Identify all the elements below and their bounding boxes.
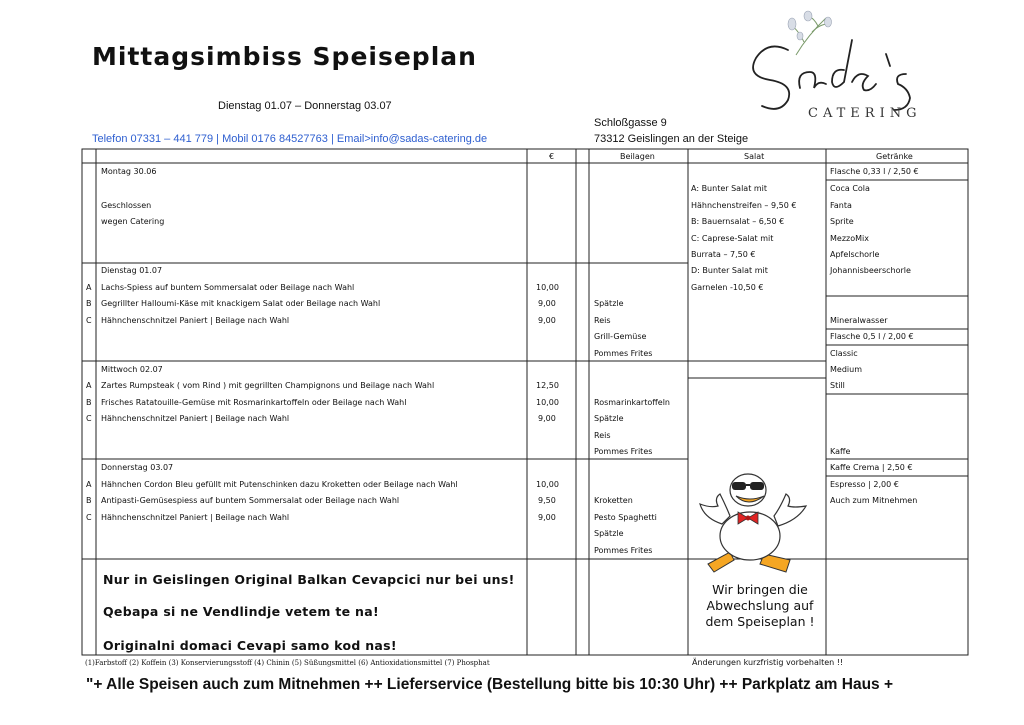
item-letter: B: [86, 398, 92, 407]
menu-item-price: 9,00: [538, 299, 556, 308]
menu-item-price: 12,50: [536, 381, 559, 390]
menu-item-price: 10,00: [536, 480, 559, 489]
item-letter: B: [86, 496, 92, 505]
item-letter: C: [86, 316, 92, 325]
coffee-item: Auch zum Mitnehmen: [830, 496, 918, 505]
menu-item-name: Hähnchen Cordon Bleu gefüllt mit Putenschinken dazu Kroketten oder Beilage nach Wahl: [101, 480, 458, 489]
item-letter: A: [86, 480, 92, 489]
coffee-title: Kaffe: [830, 447, 851, 456]
salad-line: Garnelen -10,50 €: [691, 283, 764, 292]
monday-reason: wegen Catering: [101, 217, 165, 226]
side-item: Spätzle: [594, 414, 624, 423]
menu-item-name: Hähnchenschnitzel Paniert | Beilage nach Wahl: [101, 316, 290, 325]
footer-banner: "+ Alle Speisen auch zum Mitnehmen ++ Lieferservice (Bestellung bitte bis 10:30 Uhr) ++ Parkplatz am Haus +: [86, 676, 894, 693]
salad-line: Hähnchenstreifen – 9,50 €: [691, 201, 797, 210]
header-sides: Beilagen: [620, 152, 655, 161]
header-drinks: Getränke: [876, 152, 913, 161]
salad-line: B: Bauernsalat – 6,50 €: [691, 217, 785, 226]
menu-item-price: 9,00: [538, 513, 556, 522]
side-item: Pesto Spaghetti: [594, 513, 657, 522]
menu-title: Mittagsimbiss Speiseplan: [92, 42, 477, 71]
menu-item-name: Frisches Ratatouille-Gemüse mit Rosmarinkartoffeln oder Beilage nach Wahl: [101, 398, 407, 407]
side-item: Pommes Frites: [594, 546, 653, 555]
side-item: Pommes Frites: [594, 447, 653, 456]
drink-item: Fanta: [830, 201, 852, 210]
promo-line-1: Nur in Geislingen Original Balkan Cevapcici nur bei uns!: [103, 572, 515, 587]
item-letter: B: [86, 299, 92, 308]
changes-note: Änderungen kurzfristig vorbehalten !!: [692, 658, 844, 667]
salad-line: C: Caprese-Salat mit: [691, 234, 774, 243]
water-title: Mineralwasser: [830, 316, 888, 325]
drinks-bottle-033: Flasche 0,33 l / 2,50 €: [830, 167, 919, 176]
drink-item: MezzoMix: [830, 234, 869, 243]
salad-line: Burrata – 7,50 €: [691, 250, 756, 259]
drink-item: Sprite: [830, 217, 854, 226]
water-type: Medium: [830, 365, 862, 374]
promo-line-2: Qebapa si ne Vendlindje vetem te na!: [103, 604, 379, 619]
item-letter: A: [86, 283, 92, 292]
allergen-legend: (1)Farbstoff (2) Koffein (3) Konservierungsstoff (4) Chinin (5) Süßungsmittel (6) Antioxidationsmittel (7) Phosphat: [85, 659, 490, 667]
menu-item-name: Lachs-Spiess auf buntem Sommersalat oder Beilage nach Wahl: [101, 283, 355, 292]
side-item: Reis: [594, 316, 611, 325]
side-item: Pommes Frites: [594, 349, 653, 358]
drinks-bottle-05: Flasche 0,5 l / 2,00 €: [830, 332, 914, 341]
menu-item-price: 9,00: [538, 414, 556, 423]
duck-mascot-icon: [694, 468, 814, 580]
drink-item: Apfelschorle: [830, 250, 880, 259]
side-item: Spätzle: [594, 299, 624, 308]
monday-closed: Geschlossen: [101, 201, 152, 210]
menu-dates: Dienstag 01.07 – Donnerstag 03.07: [218, 100, 392, 112]
day-wednesday: Mittwoch 02.07: [101, 365, 163, 374]
menu-item-name: Antipasti-Gemüsespiess auf buntem Sommersalat oder Beilage nach Wahl: [101, 496, 400, 505]
menu-item-price: 9,00: [538, 316, 556, 325]
side-item: Rosmarinkartoffeln: [594, 398, 670, 407]
side-item: Reis: [594, 431, 611, 440]
day-thursday: Donnerstag 03.07: [101, 463, 174, 472]
side-item: Grill-Gemüse: [594, 332, 647, 341]
contact-line[interactable]: Telefon 07331 – 441 779 | Mobil 0176 84527763 | Email>info@sadas-catering.de: [92, 133, 488, 145]
menu-item-name: Hähnchenschnitzel Paniert | Beilage nach Wahl: [101, 414, 290, 423]
water-type: Still: [830, 381, 845, 390]
address-street: Schloßgasse 9: [594, 117, 667, 129]
header-price: €: [549, 152, 555, 161]
menu-item-price: 10,00: [536, 283, 559, 292]
logo-catering-text: CATERING: [808, 106, 922, 121]
header-salad: Salat: [744, 152, 765, 161]
coffee-item: Kaffe Crema | 2,50 €: [830, 463, 913, 472]
item-letter: A: [86, 381, 92, 390]
drink-item: Coca Cola: [830, 184, 870, 193]
item-letter: C: [86, 414, 92, 423]
promo-line-3: Originalni domaci Cevapi samo kod nas!: [103, 638, 397, 653]
menu-item-price: 9,50: [538, 496, 556, 505]
day-tuesday: Dienstag 01.07: [101, 266, 163, 275]
item-letter: C: [86, 513, 92, 522]
salad-line: A: Bunter Salat mit: [691, 184, 768, 193]
side-item: Spätzle: [594, 529, 624, 538]
menu-item-name: Gegrillter Halloumi-Käse mit knackigem Salat oder Beilage nach Wahl: [101, 299, 381, 308]
duck-caption: Wir bringen die Abwechslung auf dem Speiseplan !: [705, 582, 815, 629]
address-city: 73312 Geislingen an der Steige: [594, 133, 749, 145]
drink-item: Johannisbeerschorle: [830, 266, 911, 275]
menu-item-price: 10,00: [536, 398, 559, 407]
day-monday: Montag 30.06: [101, 167, 157, 176]
menu-item-name: Hähnchenschnitzel Paniert | Beilage nach Wahl: [101, 513, 290, 522]
water-type: Classic: [830, 349, 858, 358]
side-item: Kroketten: [594, 496, 633, 505]
coffee-item: Espresso | 2,00 €: [830, 480, 899, 489]
salad-line: D: Bunter Salat mit: [691, 266, 768, 275]
menu-item-name: Zartes Rumpsteak ( vom Rind ) mit gegrillten Champignons und Beilage nach Wahl: [101, 381, 435, 390]
